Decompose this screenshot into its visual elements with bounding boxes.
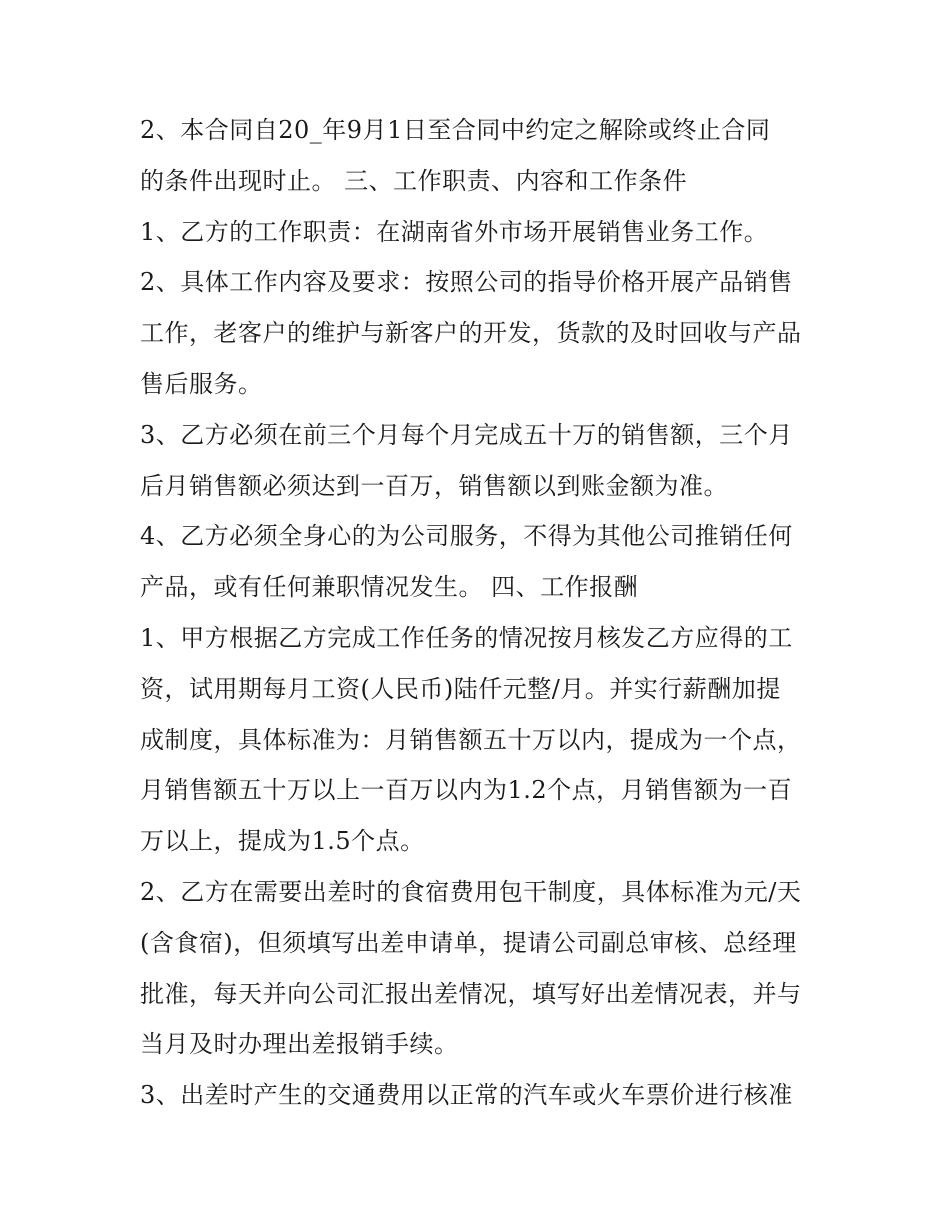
document-body — [140, 105, 820, 1121]
text-line: 产品，或有任何兼职情况发生。 四、工作报酬 — [140, 573, 639, 602]
text-line: (含食宿)，但须填写出差申请单，提请公司副总审核、总经理 — [140, 928, 797, 957]
text-line: 1、乙方的工作职责：在湖南省外市场开展销售业务工作。 — [140, 217, 769, 246]
text-line: 3、出差时产生的交通费用以正常的汽车或火车票价进行核准 — [140, 1081, 793, 1110]
text-line: 3、乙方必须在前三个月每个月完成五十万的销售额，三个月 — [140, 420, 793, 449]
text-line: 后月销售额必须达到一百万，销售额以到账金额为准。 — [140, 471, 728, 500]
text-line: 售后服务。 — [140, 369, 263, 398]
text-line: 月销售额五十万以上一百万以内为1.2个点，月销售额为一百 — [140, 776, 793, 805]
text-line: 批准，每天并向公司汇报出差情况，填写好出差情况表，并与 — [140, 979, 802, 1008]
text-line: 工作，老客户的维护与新客户的开发，货款的及时回收与产品 — [140, 319, 802, 348]
text-line: 1、甲方根据乙方完成工作任务的情况按月核发乙方应得的工 — [140, 623, 793, 652]
text-line: 成制度，具体标准为：月销售额五十万以内，提成为一个点， — [140, 725, 802, 754]
text-line: 2、乙方在需要出差时的食宿费用包干制度，具体标准为元/天 — [140, 877, 802, 906]
text-line: 万以上，提成为1.5个点。 — [140, 827, 425, 856]
text-line: 2、具体工作内容及要求：按照公司的指导价格开展产品销售 — [140, 268, 793, 297]
text-line: 的条件出现时止。 三、工作职责、内容和工作条件 — [140, 166, 688, 195]
text-line: 当月及时办理出差报销手续。 — [140, 1030, 459, 1059]
text-line: 资，试用期每月工资(人民币)陆仟元整/月。并实行薪酬加提 — [140, 674, 781, 703]
text-line: 4、乙方必须全身心的为公司服务，不得为其他公司推销任何 — [140, 522, 793, 551]
text-line: 2、本合同自20_年9月1日至合同中约定之解除或终止合同 — [140, 116, 771, 144]
